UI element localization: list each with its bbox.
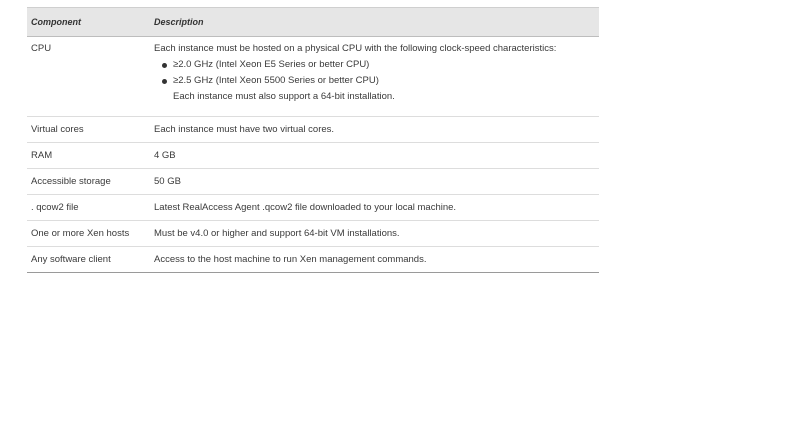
description-cell: Must be v4.0 or higher and support 64-bit VM installations. — [150, 221, 599, 247]
description-cell: 4 GB — [150, 143, 599, 169]
description-cell: 50 GB — [150, 169, 599, 195]
component-cell: Accessible storage — [27, 169, 150, 195]
bullet-icon — [162, 79, 167, 84]
cpu-note-text: Each instance must also support a 64-bit installation. — [173, 91, 395, 102]
component-cell: Any software client — [27, 247, 150, 273]
requirements-table — [27, 7, 599, 273]
list-item — [154, 73, 599, 89]
header-row — [27, 8, 599, 37]
cpu-speed-list — [154, 57, 599, 89]
component-cell: One or more Xen hosts — [27, 221, 150, 247]
table-row — [27, 37, 599, 117]
list-item-text: ≥2.5 GHz (Intel Xeon 5500 Series or better CPU) — [173, 75, 379, 86]
cpu-intro-text: Each instance must be hosted on a physical CPU with the following clock-speed characteristics: — [154, 43, 557, 54]
component-cell: . qcow2 file — [27, 195, 150, 221]
component-cell: Virtual cores — [27, 117, 150, 143]
list-item — [154, 57, 599, 73]
table-row — [27, 169, 599, 195]
header-component: Component — [27, 8, 150, 37]
component-cell: RAM — [27, 143, 150, 169]
table-row — [27, 247, 599, 273]
bullet-icon — [162, 63, 167, 68]
description-cell: Latest RealAccess Agent .qcow2 file downloaded to your local machine. — [150, 195, 599, 221]
component-cell: CPU — [27, 37, 150, 117]
description-cell: Access to the host machine to run Xen management commands. — [150, 247, 599, 273]
table-header — [27, 8, 599, 37]
description-cell — [150, 37, 599, 117]
table-body — [27, 37, 599, 273]
description-cell: Each instance must have two virtual cores. — [150, 117, 599, 143]
table-row — [27, 195, 599, 221]
table-row — [27, 221, 599, 247]
list-item-text: ≥2.0 GHz (Intel Xeon E5 Series or better CPU) — [173, 59, 370, 70]
table-row — [27, 117, 599, 143]
header-description: Description — [150, 8, 599, 37]
table-row — [27, 143, 599, 169]
